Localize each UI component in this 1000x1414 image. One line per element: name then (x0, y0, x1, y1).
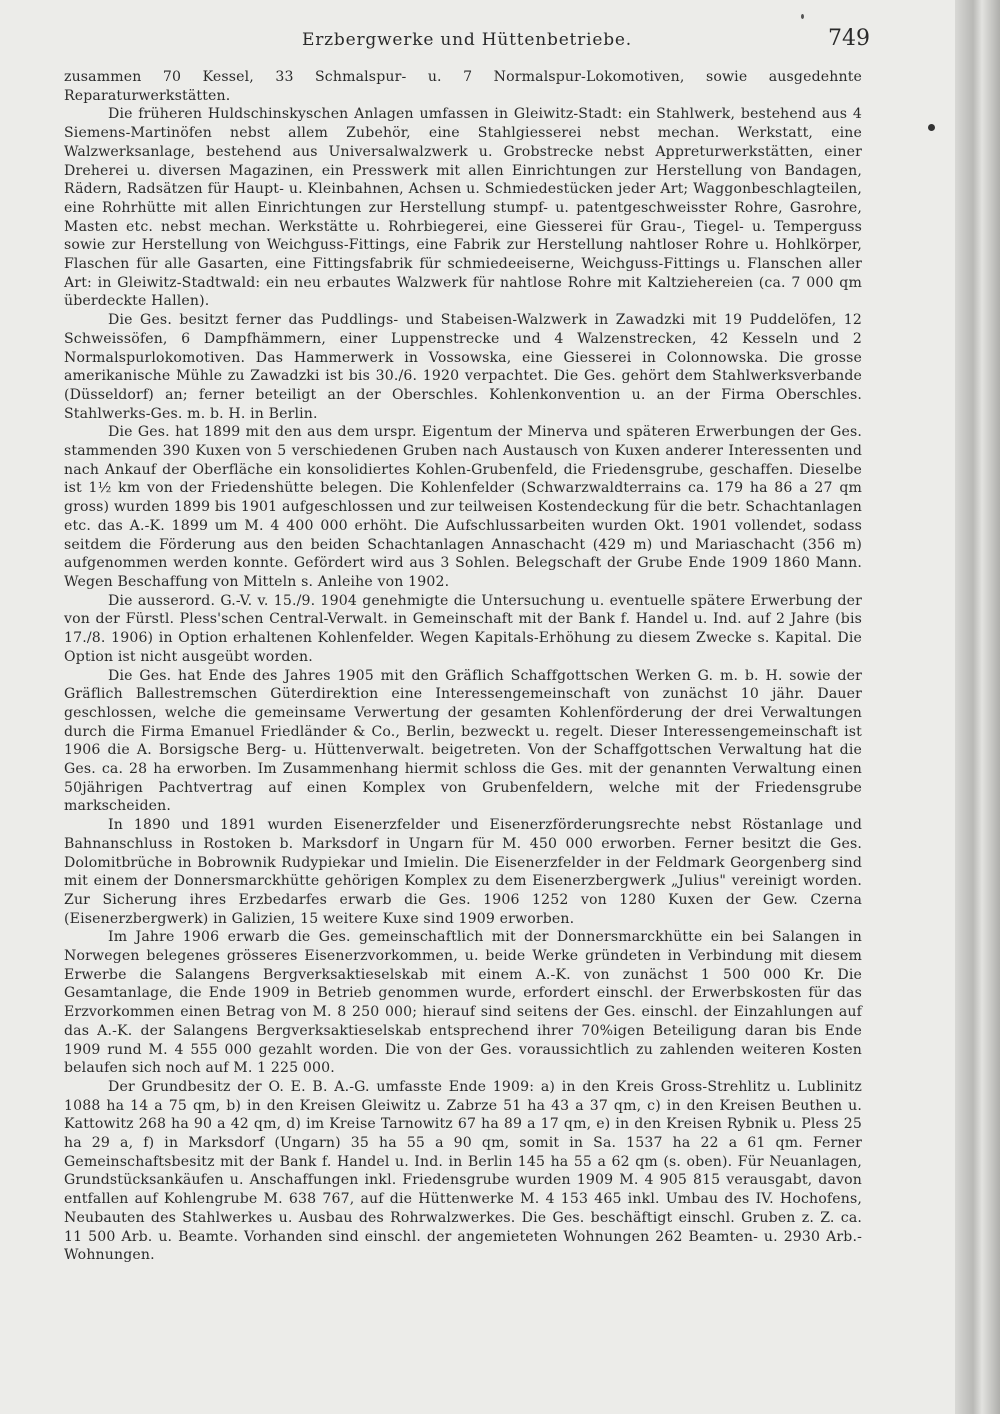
paragraph-friedensgrube: Die Ges. hat 1899 mit den aus dem urspr. Eigentum der Minerva und späteren Erwerbungen der Ges. stammenden 390 Kuxen von 5 verschiedenen Gruben nach Austausch von Kuxen anderer Interessenten und nach Ankauf der Oberfläche ein konsolidiertes Kohlen-Grubenfeld, die Friedensgrube, geschaffen. Dieselbe ist 1½ km von der Friedenshütte belegen. Die Kohlenfelder (Schwarzwaldterrains ca. 179 ha 86 a 27 qm gross) wurden 1899 bis 1901 aufgeschlossen und zur teilweisen Kostendeckung für die betr. Schachtanlagen etc. das A.-K. 1899 um M. 4 400 000 erhöht. Die Aufschlussarbeiten wurden Okt. 1901 vollendet, sodass seitdem die Förderung aus den beiden Schachtanlagen Annaschacht (429 m) und Mariaschacht (356 m) aufgenommen werden konnte. Gefördert wird aus 3 Sohlen. Belegschaft der Grube Ende 1909 1860 Mann. Wegen Beschaffung von Mitteln s. Anleihe von 1902. (64, 424, 862, 590)
paragraph-land-holdings: Der Grundbesitz der O. E. B. A.-G. umfasste Ende 1909: a) in den Kreis Gross-Strehlitz u. Lublinitz 1088 ha 14 a 75 qm, b) in den Kreisen Gleiwitz u. Zabrze 51 ha 43 a 37 qm, c) in den Kreisen Beuthen u. Kattowitz 268 ha 90 a 42 qm, d) im Kreise Tarnowitz 67 ha 89 a 17 qm, e) in den Kreisen Rybnik u. Pless 25 ha 29 a, f) in Marksdorf (Ungarn) 35 ha 55 a 90 qm, somit in Sa. 1537 ha 22 a 61 qm. Ferner Gemeinschaftsbesitz mit der Bank f. Handel u. Ind. in Berlin 145 ha 55 a 62 qm (s. oben). Für Neuanlagen, Grundstücksankäufen u. Anschaffungen inkl. Friedensgrube wurden 1909 M. 4 905 815 verausgabt, davon entfallen auf Kohlengrube M. 638 767, auf die Hüttenwerke M. 4 153 465 inkl. Umbau des IV. Hochofens, Neubauten des Stahlwerkes u. Ausbau des Rohrwalzwerkes. Die Ges. beschäftigt einschl. Gruben z. Z. ca. 11 500 Arb. u. Beamte. Vorhanden sind einschl. der angemieteten Wohnungen 262 Beamten- u. 2930 Arb.-Wohnungen. (64, 1078, 862, 1264)
margin-dot (928, 124, 935, 131)
header-title: Erzbergwerke und Hüttenbetriebe. (302, 30, 632, 50)
paragraph-iron-ore-fields: In 1890 und 1891 wurden Eisenerzfelder und Eisenerzförderungsrechte nebst Röstanlage und Bahnanschluss in Rostoken b. Marksdorf in Ungarn für M. 450 000 erworben. Ferner besitzt die Ges. Dolomitbrüche in Bobrownik Rudypiekar und Imielin. Die Eisenerzfelder in der Feldmark Georgenberg sind mit einem der Donnersmarckhütte gehörigen Komplex zu dem Eisenerzbergwerk „Julius" vereinigt worden. Zur Sicherung ihres Erzbedarfes erwarb die Ges. 1906 1252 von 1280 Kuxen der Gew. Czerna (Eisenerzbergwerk) in Galizien, 15 weitere Kuxe sind 1909 erworben. (64, 817, 862, 927)
scan-speck (801, 14, 804, 19)
paragraph-zawadzki-works: Die Ges. besitzt ferner das Puddlings- und Stabeisen-Walzwerk in Zawadzki mit 19 Puddelöfen, 12 Schweissöfen, 6 Dampfhämmern, einer Luppenstrecke und 4 Walzenstrecken, 42 Kesseln und 2 Normalspurlokomotiven. Das Hammerwerk in Vossowska, eine Giesserei in Colonnowska. Die grosse amerikanische Mühle zu Zawadzki ist bis 30./6. 1920 verpachtet. Die Ges. gehört dem Stahlwerksverbande (Düsseldorf) an; ferner beteiligt an der Oberschles. Kohlenkonvention u. an der Firma Oberschles. Stahlwerks-Ges. m. b. H. in Berlin. (64, 312, 862, 422)
paragraph-continued: zusammen 70 Kessel, 33 Schmalspur- u. 7 Normalspur-Lokomotiven, sowie ausgedehnte Reparaturwerkstätten. (64, 69, 862, 104)
scan-edge-shadow (955, 0, 1000, 1414)
paragraph-interest-community: Die Ges. hat Ende des Jahres 1905 mit den Gräflich Schaffgottschen Werken G. m. b. H. sowie der Gräflich Ballestremschen Güterdirektion eine Interessengemeinschaft von zunächst 10 jähr. Dauer geschlossen, welche die gemeinsame Verwertung der gesamten Kohlenförderung der drei Verwaltungen durch die Firma Emanuel Friedländer & Co., Berlin, bezweckt u. regelt. Dieser Interessengemeinschaft ist 1906 die A. Borsigsche Berg- u. Hüttenverwalt. beigetreten. Von der Schaffgottschen Verwaltung hat die Ges. ca. 28 ha erworben. Im Zusammenhang hiermit schloss die Ges. mit der genannten Verwaltung einen 50jährigen Pachtvertrag auf einen Komplex von Grubenfeldern, welche mit der Friedensgrube markscheiden. (64, 667, 862, 815)
paragraph-huldschinsky-plants: Die früheren Huldschinskyschen Anlagen umfassen in Gleiwitz-Stadt: ein Stahlwerk, bestehend aus 4 Siemens-Martinöfen nebst allem Zubehör, eine Stahlgiesserei nebst mechan. Werkstatt, eine Walzwerksanlage, bestehend aus Universalwalzwerk u. Grobstrecke nebst Appreturwerkstätten, einer Dreherei u. diversen Magazinen, ein Presswerk mit allen Einrichtungen zur Herstellung von Bandagen, Rädern, Radsätzen für Haupt- u. Kleinbahnen, Achsen u. Schmiedestücken jeder Art; Waggonbeschlagteilen, eine Rohrhütte mit allen Einrichtungen zur Herstellung stumpf- u. patentgeschweisster Rohre, Gasrohre, Masten etc. nebst mechan. Werkstätte u. Rohrbiegerei, eine Giesserei für Grau-, Tiegel- u. Temperguss sowie zur Herstellung von Weichguss-Fittings, eine Fabrik zur Herstellung nahtloser Rohre u. Hohlkörper, Flaschen für alle Gasarten, eine Fittingsfabrik für schmiedeeiserne, Weichguss-Fittings u. Flanschen aller Art: in Gleiwitz-Stadtwald: ein neu erbautes Walzwerk für nahtlose Rohre mit Kaltziehereien (ca. 7 000 qm überdeckte Hallen). (64, 106, 862, 310)
paragraph-option-coalfields: Die ausserord. G.-V. v. 15./9. 1904 genehmigte die Untersuchung u. eventuelle spätere Erwerbung der von der Fürstl. Pless'schen Central-Verwalt. in Gemeinschaft mit der Bank f. Handel u. Ind. auf 2 Jahre (bis 17./8. 1906) in Option erhaltenen Kohlenfelder. Wegen Kapitals-Erhöhung zu diesem Zwecke s. Kapital. Die Option ist nicht ausgeübt worden. (64, 592, 862, 665)
running-header (64, 24, 870, 58)
page-number: 749 (828, 26, 870, 51)
paragraph-salangen-norway: Im Jahre 1906 erwarb die Ges. gemeinschaftlich mit der Donnersmarckhütte ein bei Salangen in Norwegen belegenes grösseres Eisenerzvorkommen, u. beide Werke gründeten in Verbindung mit diesem Erwerbe die Salangens Bergverksaktieselskab mit einem A.-K. von zunächst 1 500 000 Kr. Die Gesamtanlage, die Ende 1909 in Betrieb genommen wurde, erfordert einschl. der Erwerbskosten für das Erzvorkommen einen Betrag von M. 8 250 000; hierauf sind seitens der Ges. einschl. der Einzahlungen auf das A.-K. der Salangens Bergverksaktieselskab entsprechend ihrer 70%igen Beteiligung daran bis Ende 1909 rund M. 4 555 000 gezahlt worden. Die von der Ges. voraussichtlich zu zahlenden weiteren Kosten belaufen sich noch auf M. 1 225 000. (64, 929, 862, 1077)
body-text (64, 68, 862, 1265)
